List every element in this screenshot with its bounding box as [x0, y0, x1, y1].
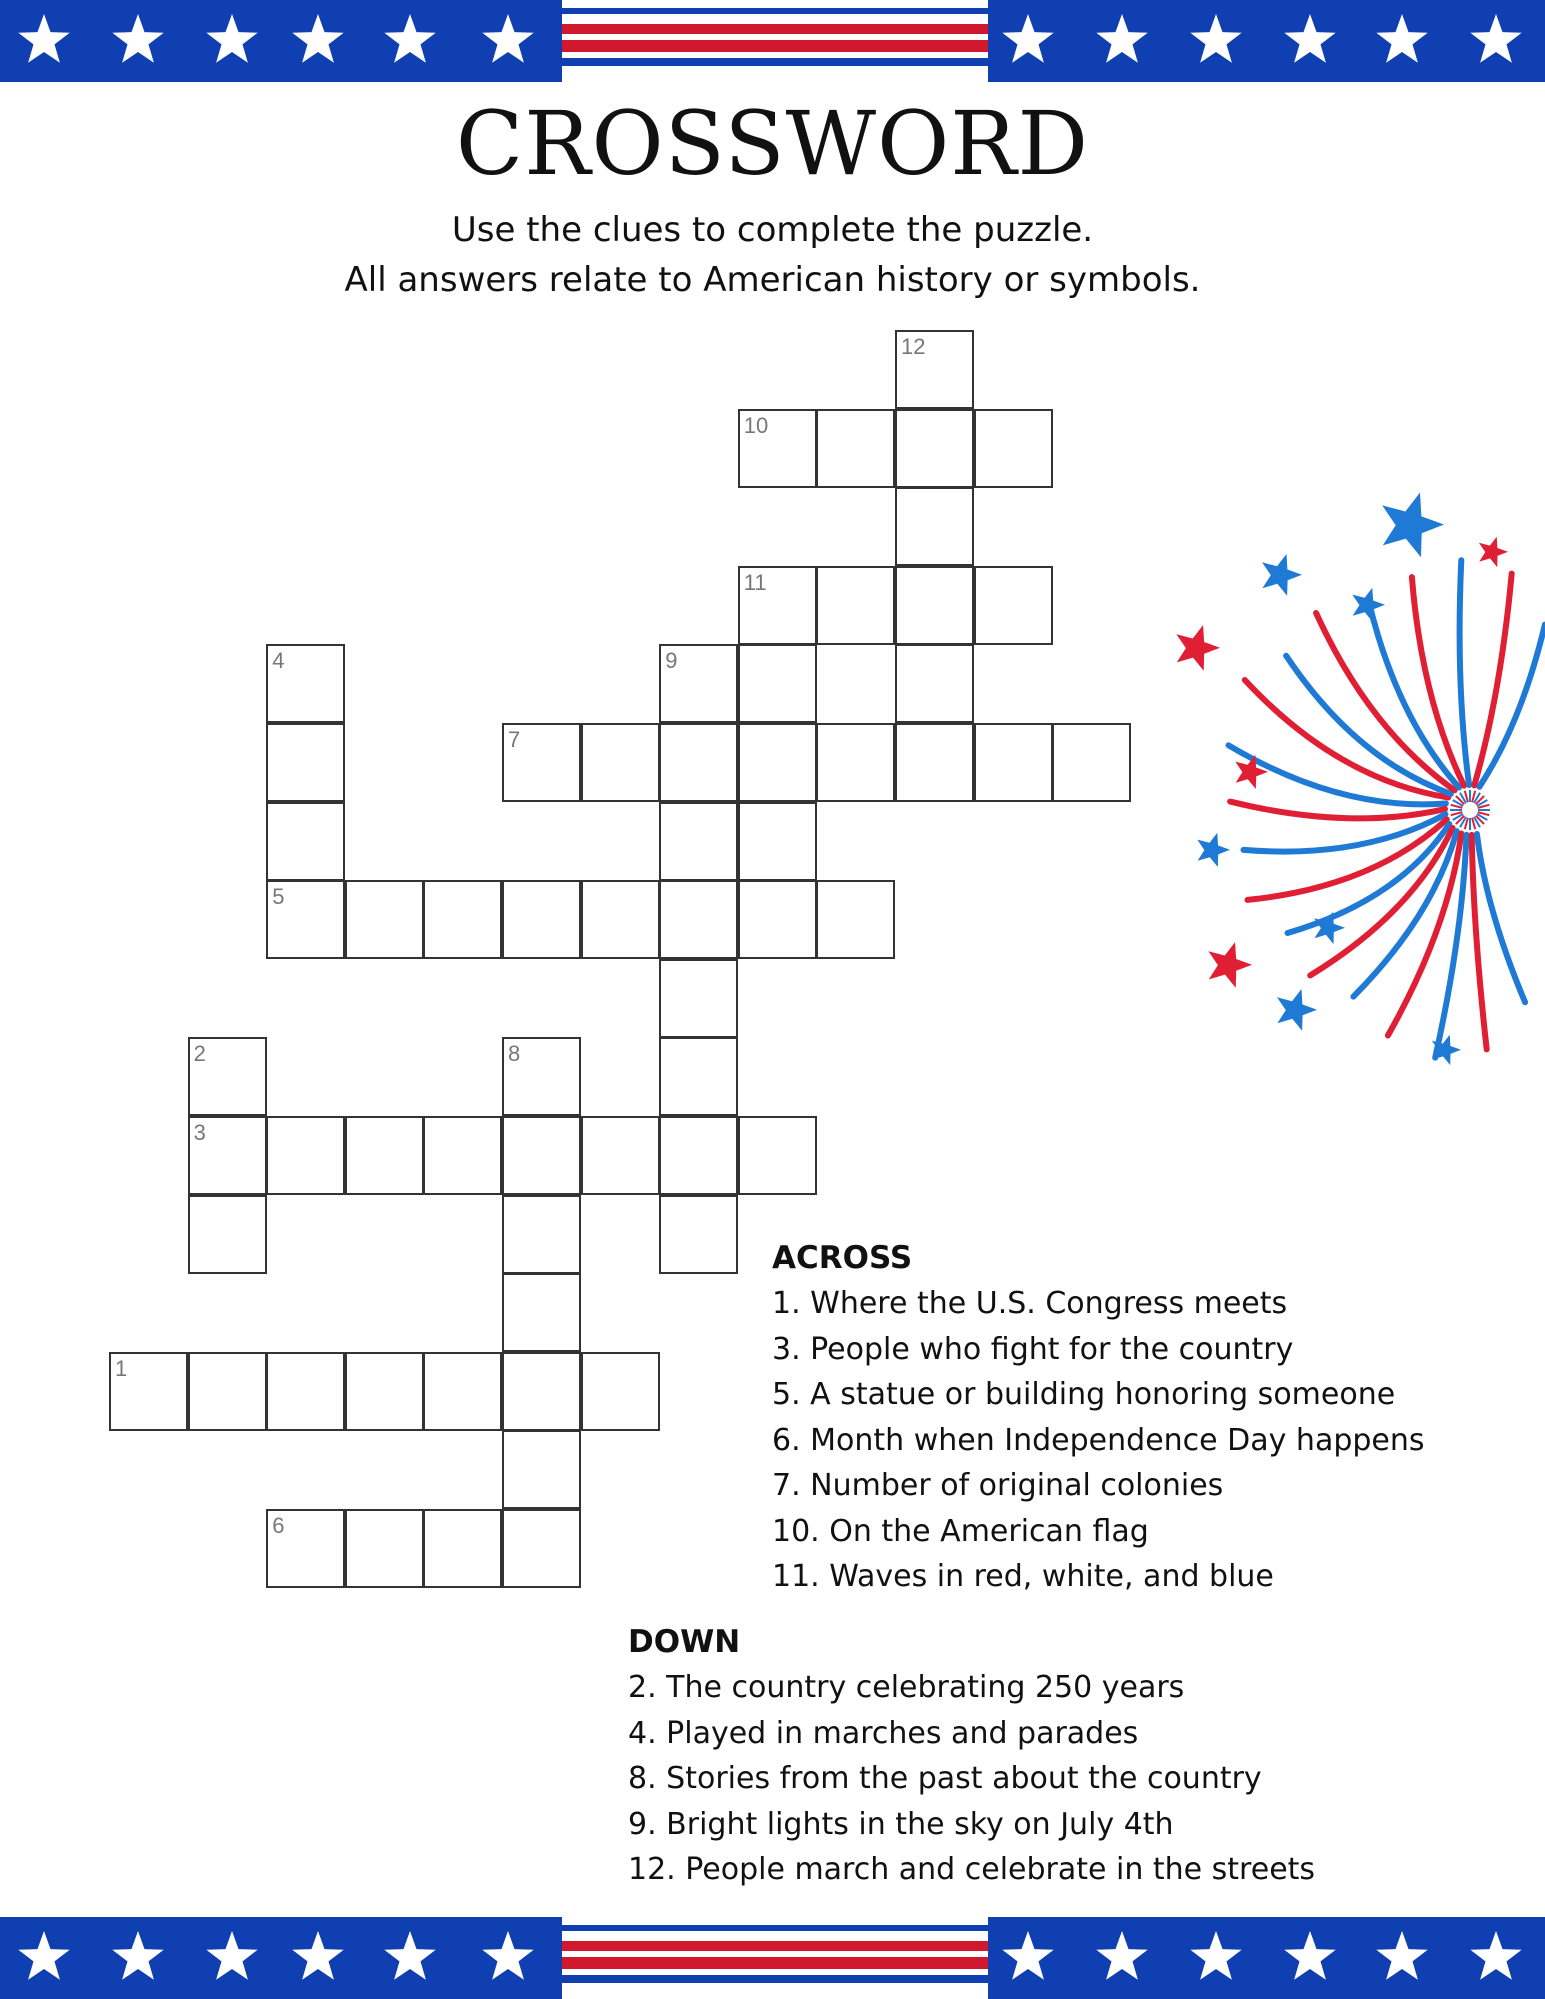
crossword-cell[interactable]	[266, 1509, 345, 1588]
star-icon	[0, 1917, 1545, 1999]
cell-number: 3	[193, 1120, 206, 1145]
crossword-cell[interactable]	[502, 1037, 581, 1116]
crossword-cell[interactable]	[266, 644, 345, 723]
star-icon	[112, 1931, 163, 1980]
crossword-cell[interactable]	[1052, 723, 1131, 802]
crossword-cell[interactable]	[502, 1430, 581, 1509]
down-clue-12: 12. People march and celebrate in the streets	[628, 1852, 1316, 1887]
star-icon	[1376, 1931, 1427, 1980]
crossword-cell[interactable]	[502, 1116, 581, 1195]
star-icon	[1190, 1931, 1241, 1980]
cell-number: 5	[272, 884, 285, 910]
crossword-cell[interactable]	[266, 1116, 345, 1195]
crossword-cell[interactable]	[266, 802, 345, 881]
cell-number: 1	[115, 1355, 128, 1381]
crossword-cell[interactable]	[266, 1352, 345, 1431]
star-icon	[1235, 755, 1268, 789]
across-clues	[772, 1235, 1425, 1600]
crossword-cell[interactable]	[895, 644, 974, 723]
crossword-cell[interactable]	[895, 723, 974, 802]
crossword-cell[interactable]	[659, 723, 738, 802]
down-clue-9: 9. Bright lights in the sky on July 4th	[628, 1806, 1174, 1842]
crossword-cell[interactable]	[974, 723, 1053, 802]
crossword-cell[interactable]	[345, 1352, 424, 1431]
down-clue-4: 4. Played in marches and parades	[628, 1715, 1139, 1751]
crossword-cell[interactable]	[345, 1509, 424, 1588]
crossword-cell[interactable]	[109, 1352, 188, 1431]
down-heading: DOWN	[628, 1624, 741, 1660]
star-icon	[1382, 493, 1444, 558]
crossword-cell[interactable]	[659, 802, 738, 881]
crossword-cell[interactable]	[738, 644, 817, 723]
crossword-cell[interactable]	[502, 1352, 581, 1431]
crossword-cell[interactable]	[581, 1352, 660, 1431]
crossword-cell[interactable]	[816, 409, 895, 488]
crossword-cell[interactable]	[423, 1116, 502, 1195]
crossword-cell[interactable]	[738, 723, 817, 802]
crossword-cell[interactable]	[502, 723, 581, 802]
cell-number: 7	[508, 727, 521, 752]
crossword-cell[interactable]	[738, 802, 817, 881]
crossword-cell[interactable]	[345, 1116, 424, 1195]
star-icon	[1470, 1931, 1521, 1980]
crossword-cell[interactable]	[423, 1509, 502, 1588]
crossword-cell[interactable]	[502, 1195, 581, 1274]
crossword-cell[interactable]	[974, 409, 1053, 488]
star-icon	[1352, 588, 1385, 622]
crossword-cell[interactable]	[816, 723, 895, 802]
crossword-cell[interactable]	[423, 880, 502, 959]
star-icon	[1197, 833, 1230, 867]
crossword-cell[interactable]	[816, 566, 895, 645]
across-clue-11: 11. Waves in red, white, and blue	[772, 1559, 1274, 1594]
page-title: CROSSWORD	[455, 92, 1090, 195]
cell-number: 8	[508, 1041, 521, 1067]
firework-ray	[1460, 560, 1469, 785]
cell-number: 2	[193, 1041, 206, 1067]
firework-ray	[1474, 574, 1511, 786]
cell-number: 10	[743, 412, 769, 438]
crossword-cell[interactable]	[974, 566, 1053, 645]
cell-number: 12	[901, 334, 926, 359]
down-clues	[628, 1619, 1315, 1893]
crossword-cell[interactable]	[188, 1116, 267, 1195]
crossword-cell[interactable]	[738, 566, 817, 645]
star-icon	[482, 1931, 533, 1980]
star-icon	[292, 1931, 343, 1980]
cell-number: 11	[743, 569, 767, 595]
crossword-cell[interactable]	[188, 1037, 267, 1116]
star-icon	[206, 1931, 257, 1980]
crossword-cell[interactable]	[659, 959, 738, 1038]
star-icon	[1262, 554, 1302, 596]
star-icon	[1277, 989, 1317, 1031]
across-clue-3: 3. People who fight for the country	[772, 1331, 1294, 1367]
instruction-line-2: All answers relate to American history or symbols.	[344, 260, 1201, 300]
star-icon	[1479, 537, 1508, 567]
crossword-cell[interactable]	[581, 1116, 660, 1195]
crossword-cell[interactable]	[502, 1509, 581, 1588]
star-icon	[1208, 942, 1252, 988]
crossword-cell[interactable]	[266, 723, 345, 802]
across-clue-7: 7. Number of original colonies	[772, 1468, 1224, 1503]
crossword-cell[interactable]	[659, 644, 738, 723]
crossword-cell[interactable]	[188, 1352, 267, 1431]
crossword-cell[interactable]	[502, 880, 581, 959]
crossword-cell[interactable]	[738, 1116, 817, 1195]
crossword-cell[interactable]	[423, 1352, 502, 1431]
across-clue-5: 5. A statue or building honoring someone	[772, 1377, 1396, 1412]
crossword-cell[interactable]	[895, 409, 974, 488]
firework-ray	[1435, 835, 1466, 1058]
crossword-cell[interactable]	[659, 1116, 738, 1195]
crossword-cell[interactable]	[581, 880, 660, 959]
crossword-cell[interactable]	[659, 880, 738, 959]
star-icon	[1096, 1931, 1147, 1980]
crossword-cell[interactable]	[816, 880, 895, 959]
crossword-cell[interactable]	[502, 1273, 581, 1352]
crossword-cell[interactable]	[895, 330, 974, 409]
across-clue-1: 1. Where the U.S. Congress meets	[772, 1286, 1288, 1321]
fireworks-icon	[1160, 490, 1545, 1110]
across-clue-6: 6. Month when Independence Day happens	[772, 1422, 1425, 1458]
crossword-cell[interactable]	[895, 566, 974, 645]
star-icon	[1284, 1931, 1335, 1980]
crossword-cell[interactable]	[345, 880, 424, 959]
firework-ray	[1479, 625, 1545, 787]
cell-number: 9	[665, 648, 678, 674]
cell-number: 4	[272, 648, 285, 674]
cell-number: 6	[272, 1513, 285, 1538]
bottom-banner	[0, 1917, 1545, 1999]
crossword-cell[interactable]	[659, 1195, 738, 1274]
crossword-cell[interactable]	[188, 1195, 267, 1274]
star-icon	[18, 1931, 69, 1980]
across-clue-10: 10. On the American flag	[772, 1513, 1149, 1549]
star-icon	[1176, 625, 1220, 671]
firework-ray	[1388, 834, 1462, 1036]
crossword-cell[interactable]	[738, 880, 817, 959]
across-heading: ACROSS	[772, 1240, 913, 1276]
star-icon	[1002, 1931, 1053, 1980]
crossword-cell[interactable]	[895, 487, 974, 566]
crossword-cell[interactable]	[266, 880, 345, 959]
down-clue-8: 8. Stories from the past about the country	[628, 1761, 1262, 1796]
instruction-line-1: Use the clues to complete the puzzle.	[451, 210, 1094, 250]
crossword-cell[interactable]	[738, 409, 817, 488]
crossword-cell[interactable]	[659, 1037, 738, 1116]
firework-ray	[1412, 577, 1464, 786]
star-icon	[384, 1931, 435, 1980]
firework-ray	[1477, 834, 1525, 1002]
crossword-cell[interactable]	[581, 723, 660, 802]
down-clue-2: 2. The country celebrating 250 years	[628, 1670, 1185, 1705]
